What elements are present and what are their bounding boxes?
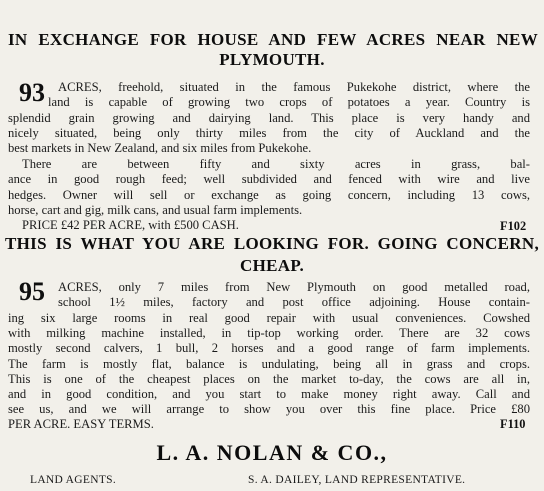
ad1-text-line: There are between fifty and sixty acres in grass, bal- [22, 157, 530, 171]
ad1-heading-line1: IN EXCHANGE FOR HOUSE AND FEW ACRES NEAR NEW [8, 30, 538, 49]
ad1-price: PRICE £42 PER ACRE, with £500 CASH. [22, 218, 239, 232]
ad2-lot-number: 95 [19, 277, 45, 306]
ad2-text-line: mostly second calvers, 1 bull, 2 horses and a good range of farm implements. [8, 341, 530, 355]
ad2-text-line: The farm is mostly flat, balance is undulating, being all in grass and crops. [8, 357, 530, 371]
ad2-text-line: ACRES, only 7 miles from New Plymouth on good metalled road, [58, 280, 530, 294]
ad2-text-line: ing six large rooms in real good repair with usual conveniences. Cowshed [8, 311, 530, 325]
ad2-text-line: This is one of the cheapest places on the market to-day, the cows are all in, [8, 372, 530, 386]
land-representative-label: S. A. DAILEY, LAND REPRESENTATIVE. [248, 474, 466, 486]
ad2-heading-line2: CHEAP. [240, 256, 304, 275]
land-agents-label: LAND AGENTS. [30, 474, 117, 486]
ad2-reference: F110 [500, 417, 526, 431]
ad1-text-line: land is capable of growing two crops of potatoes a year. Country is [48, 95, 530, 109]
ad1-text-line: horse, cart and gig, milk cans, and usual farm implements. [8, 203, 303, 217]
ad1-text-line: ACRES, freehold, situated in the famous Pukekohe district, where the [58, 80, 530, 94]
ad2-terms: PER ACRE. EASY TERMS. [8, 417, 154, 431]
ad1-text-line: splendid grain growing and dairying land. This place is very handy and [8, 111, 530, 125]
ad1-heading-line2: PLYMOUTH. [219, 50, 325, 69]
ad2-heading-line1: THIS IS WHAT YOU ARE LOOKING FOR. GOING CONCERN, [5, 234, 539, 253]
ad1-lot-number: 93 [19, 78, 45, 107]
ad2-text-line: school 1½ miles, factory and post office adjoining. House contain- [58, 295, 530, 309]
ad1-text-line: ance in good rough feed; well subdivided and fenced with wire and live [8, 172, 530, 186]
ad2-text-line: see us, and we will arrange to show you over this fine place. Price £80 [8, 402, 530, 416]
ad1-text-line: best markets in New Zealand, and six miles from Pukekohe. [8, 141, 312, 155]
ad1-text-line: hedges. Owner will sell or exchange as going concern, including 13 cows, [8, 188, 530, 202]
ad1-reference: F102 [500, 219, 527, 233]
ad2-text-line: with milking machine installed, in tip-top working order. There are 32 cows [8, 326, 530, 340]
firm-name: L. A. NOLAN & CO., [156, 440, 388, 465]
ad2-text-line: and in good condition, and you start to make money right away. Call and [8, 387, 530, 401]
ad1-text-line: nicely situated, being only thirty miles from the city of Auckland and the [8, 126, 530, 140]
